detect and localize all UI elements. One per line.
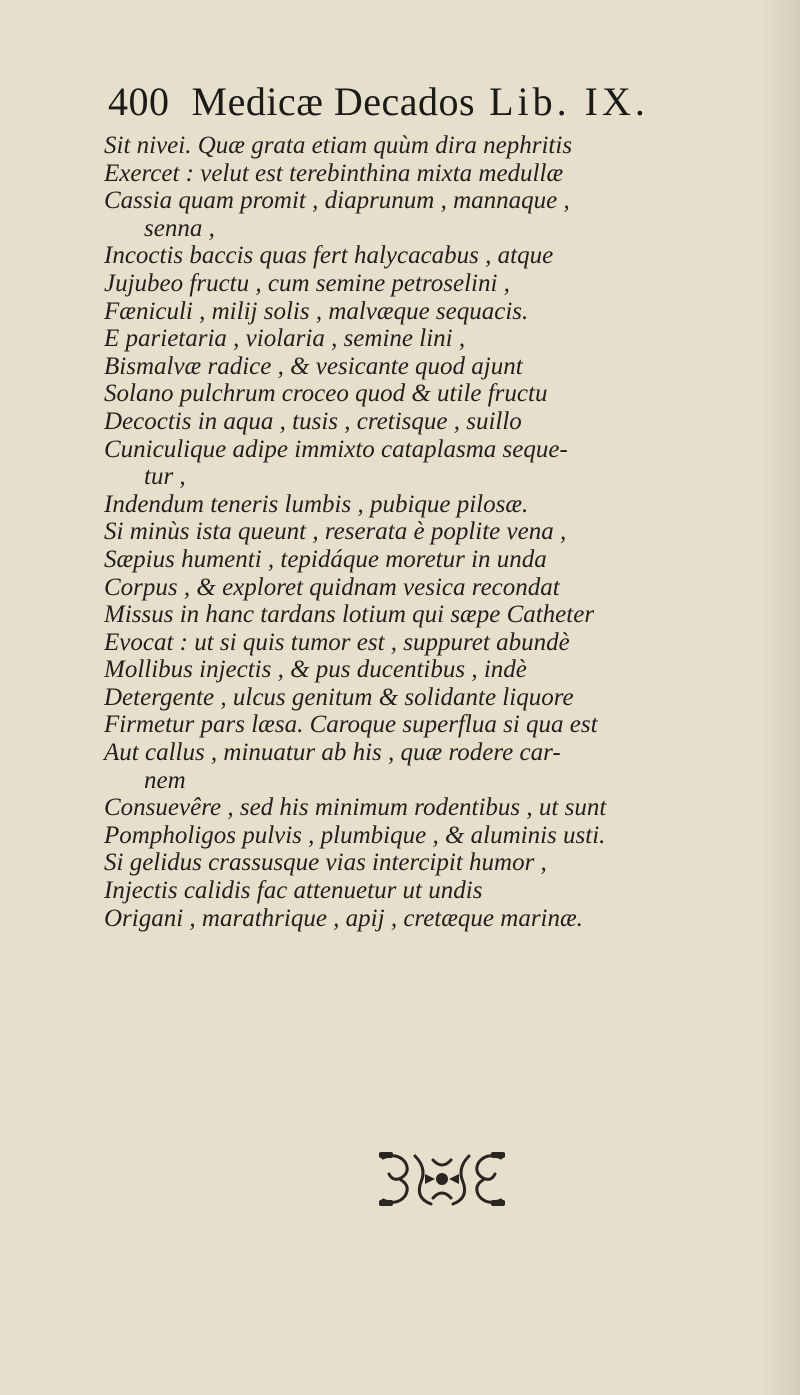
verse-line: Fæniculi , milij solis , malvæque sequacis. xyxy=(104,297,529,325)
verse-line: Origani , marathrique , apij , cretæque marinæ. xyxy=(104,904,583,932)
verse-line: Injectis calidis fac attenuetur ut undis xyxy=(104,877,483,905)
verse-line: Corpus , & exploret quidnam vesica recondat xyxy=(104,573,560,601)
verse-line: Incoctis baccis quas fert halycacabus , atque xyxy=(104,242,554,270)
verse-line: Mollibus injectis , & pus ducentibus , indè xyxy=(104,656,527,684)
verse-line: Solano pulchrum croceo quod & utile fructu xyxy=(104,380,548,408)
running-title: Medicæ Decados xyxy=(191,79,476,124)
verse-line: Consuevêre , sed his minimum rodentibus , ut sunt xyxy=(104,794,607,822)
verse-line-continuation: senna , xyxy=(144,214,215,242)
verse-line-continuation: tur , xyxy=(144,463,186,491)
verse-line: Bismalvæ radice , & vesicante quod ajunt xyxy=(104,352,523,380)
book-number: Lib. IX. xyxy=(489,79,649,124)
verse-line: Jujubeo fructu , cum semine petroselini , xyxy=(104,269,510,297)
verse-text xyxy=(104,132,784,932)
verse-line: Si gelidus crassusque vias intercipit humor , xyxy=(104,849,547,877)
verse-line: Sit nivei. Quæ grata etiam quùm dira nephritis xyxy=(104,132,573,159)
verse-line: Cassia quam promit , diaprunum , mannaque , xyxy=(104,187,570,215)
verse-line: E parietaria , violaria , semine lini , xyxy=(104,325,466,353)
verse-line: Exercet : velut est terebinthina mixta medullæ xyxy=(104,159,564,187)
page-header xyxy=(108,78,649,125)
verse-line: Missus in hanc tardans lotium qui sæpe Catheter xyxy=(104,601,595,629)
verse-line: Detergente , ulcus genitum & solidante liquore xyxy=(104,683,574,711)
verse-line-continuation: nem xyxy=(144,766,186,794)
printers-ornament-icon xyxy=(375,1148,509,1210)
verse-line: Aut callus , minuatur ab his , quæ rodere car- xyxy=(104,739,561,767)
verse-line: Decoctis in aqua , tusis , cretisque , suillo xyxy=(104,407,522,435)
page-number: 400 xyxy=(108,79,170,124)
verse-line: Pompholigos pulvis , plumbique , & aluminis usti. xyxy=(104,821,606,849)
verse-line: Indendum teneris lumbis , pubique pilosæ. xyxy=(104,490,529,518)
verse-line: Evocat : ut si quis tumor est , suppuret abundè xyxy=(104,628,570,656)
verse-line: Si minùs ista queunt , reserata è poplite vena , xyxy=(104,518,567,546)
verse-line: Sæpius humenti , tepidáque moretur in unda xyxy=(104,545,547,573)
verse-line: Cuniculique adipe immixto cataplasma seque- xyxy=(104,435,568,463)
verse-line: Firmetur pars læsa. Caroque superflua si qua est xyxy=(104,711,598,739)
